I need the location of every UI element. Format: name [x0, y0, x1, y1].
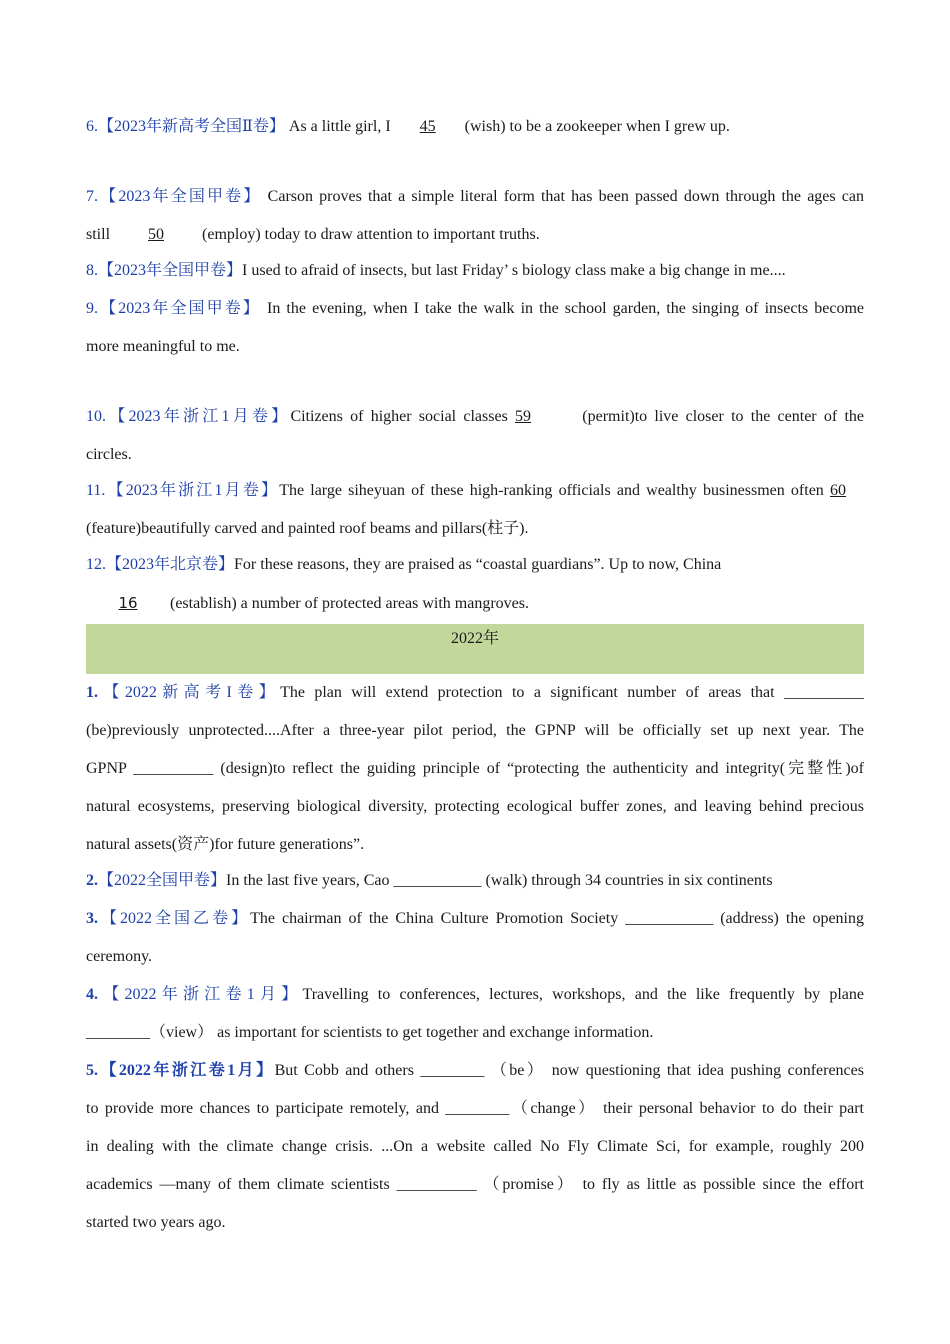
- answer-blank: 16: [118, 594, 138, 612]
- item-2022-5-line2: [86, 1090, 864, 1128]
- item-2023-9-line2: [86, 328, 864, 366]
- item-number: 2.: [86, 872, 98, 889]
- item-text: (be)previously unprotected....After a three-year pilot period, the GPNP will be officially set up next year. The: [86, 722, 864, 739]
- item-2023-7-line2: [86, 216, 864, 254]
- item-text: In the last five years, Cao ___________ (walk) through 34 countries in six continents: [226, 872, 773, 889]
- item-text: Carson proves that a simple literal form that has been passed down through the ages can: [261, 188, 864, 205]
- item-2023-10-line2: [86, 436, 864, 474]
- item-source: 【2023年浙江1月卷】: [105, 482, 280, 499]
- item-2022-5-line3: [86, 1128, 864, 1166]
- item-2023-12-line1: [86, 548, 864, 584]
- item-text: As a little girl, I: [284, 118, 395, 135]
- item-2022-1-line3: [86, 750, 864, 788]
- item-number: 11.: [86, 482, 106, 499]
- item-text: Travelling to conferences, lectures, workshops, and the like frequently by plane: [302, 986, 864, 1003]
- answer-blank: 60: [830, 482, 846, 499]
- item-text: Citizens of higher social classes: [290, 408, 516, 425]
- item-source: 【2022全国乙卷】: [98, 910, 251, 927]
- year-section-header: 2022年: [86, 624, 864, 674]
- item-number: 12.: [86, 556, 106, 573]
- item-text: (employ) today to draw attention to important truths.: [198, 226, 540, 243]
- item-source: 【2023年全国甲卷】: [98, 300, 261, 317]
- item-source: 【2022年浙江卷1月】: [98, 986, 303, 1003]
- item-number: 4.: [86, 986, 98, 1003]
- item-2023-8: [86, 254, 864, 290]
- item-text: more meaningful to me.: [86, 338, 240, 355]
- item-2022-4-line2: [86, 1014, 864, 1052]
- item-source: 【2022年浙江卷1月】: [98, 1062, 275, 1079]
- item-source: 【2023年新高考全国Ⅱ卷】: [98, 118, 285, 135]
- item-2022-1-line1: [86, 674, 864, 712]
- item-2022-5-line5: [86, 1204, 864, 1242]
- item-2022-1-line5: [86, 826, 864, 864]
- item-text: (establish) a number of protected areas with mangroves.: [170, 595, 529, 612]
- item-number: 8.: [86, 262, 98, 279]
- item-2022-5-line4: [86, 1166, 864, 1204]
- item-text: For these reasons, they are praised as “coastal guardians”. Up to now, China: [234, 556, 722, 573]
- item-2023-9-line1: [86, 290, 864, 328]
- answer-blank: 45: [419, 118, 436, 135]
- item-2022-1-line4: [86, 788, 864, 826]
- answer-blank: 59: [515, 408, 532, 425]
- item-text: natural ecosystems, preserving biological diversity, protecting ecological buffer zones, and leaving behind precious: [86, 798, 864, 815]
- answer-blank: 50: [148, 226, 165, 243]
- item-text: I used to afraid of insects, but last Friday’ s biology class make a big change in me....: [242, 262, 786, 279]
- item-source: 【2023年全国甲卷】: [98, 188, 262, 205]
- item-2022-1-line2: [86, 712, 864, 750]
- item-2023-12-line2: [86, 584, 864, 622]
- item-2023-7-line1: [86, 178, 864, 216]
- item-text: The chairman of the China Culture Promotion Society ___________ (address) the opening: [250, 910, 864, 927]
- item-2022-2: [86, 864, 864, 900]
- item-text: GPNP __________ (design)to reflect the guiding principle of “protecting the authenticity and integrity(完整性)of: [86, 760, 864, 777]
- item-text: started two years ago.: [86, 1214, 226, 1231]
- item-source: 【2022全国甲卷】: [98, 872, 227, 889]
- item-2023-6: [86, 108, 864, 146]
- item-text: natural assets(资产)for future generations”.: [86, 836, 365, 853]
- item-2023-11-line2: [86, 510, 864, 548]
- item-2023-10-line1: [86, 398, 864, 436]
- item-text: still: [86, 226, 115, 243]
- item-text: In the evening, when I take the walk in the school garden, the singing of insects become: [260, 300, 864, 317]
- item-number: 1.: [86, 684, 98, 701]
- item-text: The large siheyuan of these high-ranking officials and wealthy businessmen often: [279, 482, 830, 499]
- item-number: 5.: [86, 1062, 98, 1079]
- item-text: academics —many of them climate scientists __________ （promise） to fly as little as possible since the effort: [86, 1176, 864, 1193]
- item-source: 【2022新高考I卷】: [98, 684, 281, 701]
- item-text: (permit)to live closer to the center of the: [575, 408, 864, 425]
- item-text: circles.: [86, 446, 132, 463]
- item-text: ________（view） as important for scientists to get together and exchange information.: [86, 1024, 654, 1041]
- item-number: 7.: [86, 188, 98, 205]
- item-text: But Cobb and others ________ （be） now questioning that idea pushing conferences: [274, 1062, 864, 1079]
- document-content: [86, 108, 864, 1242]
- item-2022-4-line1: [86, 976, 864, 1014]
- item-source: 【2023年北京卷】: [106, 556, 235, 573]
- item-text: (feature)beautifully carved and painted roof beams and pillars(柱子).: [86, 520, 529, 537]
- item-number: 9.: [86, 300, 98, 317]
- item-2022-3-line2: [86, 938, 864, 976]
- item-number: 6.: [86, 118, 98, 135]
- item-2022-3-line1: [86, 900, 864, 938]
- item-text: (wish) to be a zookeeper when I grew up.: [460, 118, 730, 135]
- item-2023-11-line1: [86, 474, 864, 510]
- item-text: to provide more chances to participate remotely, and ________（change） their personal behavior to do their part: [86, 1100, 864, 1117]
- item-number: 3.: [86, 910, 98, 927]
- item-text: in dealing with the climate change crisis. ...On a website called No Fly Climate Sci, for example, roughly 200: [86, 1138, 864, 1155]
- item-2022-5-line1: [86, 1052, 864, 1090]
- item-number: 10.: [86, 408, 106, 425]
- item-text: ceremony.: [86, 948, 153, 965]
- item-source: 【2023年全国甲卷】: [98, 262, 243, 279]
- item-text: The plan will extend protection to a significant number of areas that __________: [280, 684, 864, 701]
- item-source: 【2023年浙江1月卷】: [106, 408, 291, 425]
